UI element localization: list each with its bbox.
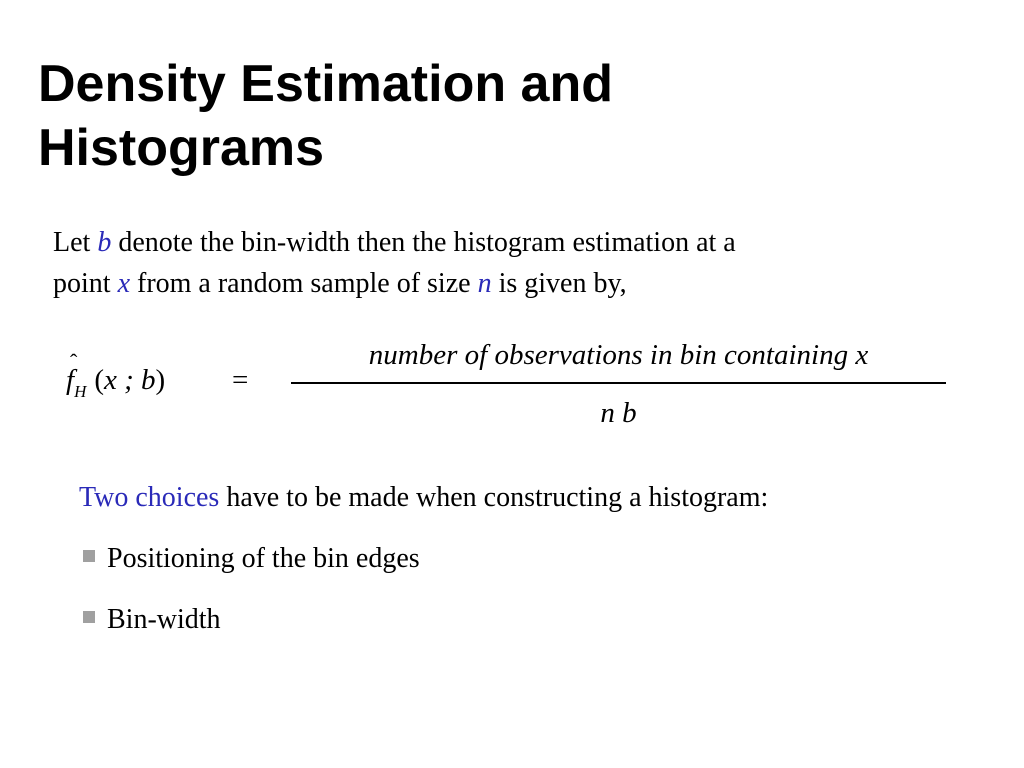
intro-paragraph bbox=[53, 222, 953, 304]
bullet-text-bin-edges: Positioning of the bin edges bbox=[107, 543, 420, 574]
intro-text-bin-width: denote the bin-width then the histogram estimation at a bbox=[111, 227, 736, 258]
formula-equals: = bbox=[232, 364, 249, 396]
f-letter: f bbox=[66, 364, 75, 396]
choices-heading bbox=[79, 478, 979, 518]
slide-title-line-1: Density Estimation and bbox=[38, 55, 613, 113]
intro-text-point: point bbox=[53, 268, 118, 299]
choices-heading-rest: have to be made when constructing a histogram: bbox=[219, 482, 769, 513]
choices-section bbox=[79, 478, 979, 640]
formula-lhs bbox=[66, 349, 166, 401]
bullet-text-bin-width: Bin-width bbox=[107, 604, 221, 635]
list-item bbox=[79, 539, 979, 579]
variable-x: x bbox=[117, 268, 130, 299]
choices-list bbox=[79, 539, 979, 640]
formula-denominator: n b bbox=[600, 396, 637, 429]
slide-title-line-2: Histograms bbox=[38, 119, 325, 177]
f-hat-symbol bbox=[66, 349, 78, 397]
formula-subscript: H bbox=[74, 382, 87, 401]
formula-args: x ; b bbox=[104, 364, 156, 396]
square-bullet-icon bbox=[83, 611, 95, 623]
slide-title bbox=[38, 52, 938, 180]
formula-paren-open: ( bbox=[94, 364, 105, 396]
intro-text-sample: from a random sample of size bbox=[130, 268, 478, 299]
intro-line-2 bbox=[53, 263, 953, 304]
variable-n: n bbox=[477, 268, 492, 299]
hat-accent: ˆ bbox=[70, 349, 78, 374]
two-choices-highlight: Two choices bbox=[79, 482, 220, 513]
intro-text-given: is given by, bbox=[491, 268, 627, 299]
fraction-bar bbox=[291, 382, 946, 384]
list-item bbox=[79, 600, 979, 640]
intro-text-let: Let bbox=[53, 227, 98, 258]
variable-b: b bbox=[97, 227, 112, 258]
formula-paren-close: ) bbox=[155, 364, 166, 396]
histogram-formula bbox=[0, 330, 1024, 440]
square-bullet-icon bbox=[83, 550, 95, 562]
formula-numerator: number of observations in bin containing x bbox=[368, 339, 869, 371]
formula-fraction bbox=[291, 336, 946, 432]
intro-line-1 bbox=[53, 222, 953, 263]
